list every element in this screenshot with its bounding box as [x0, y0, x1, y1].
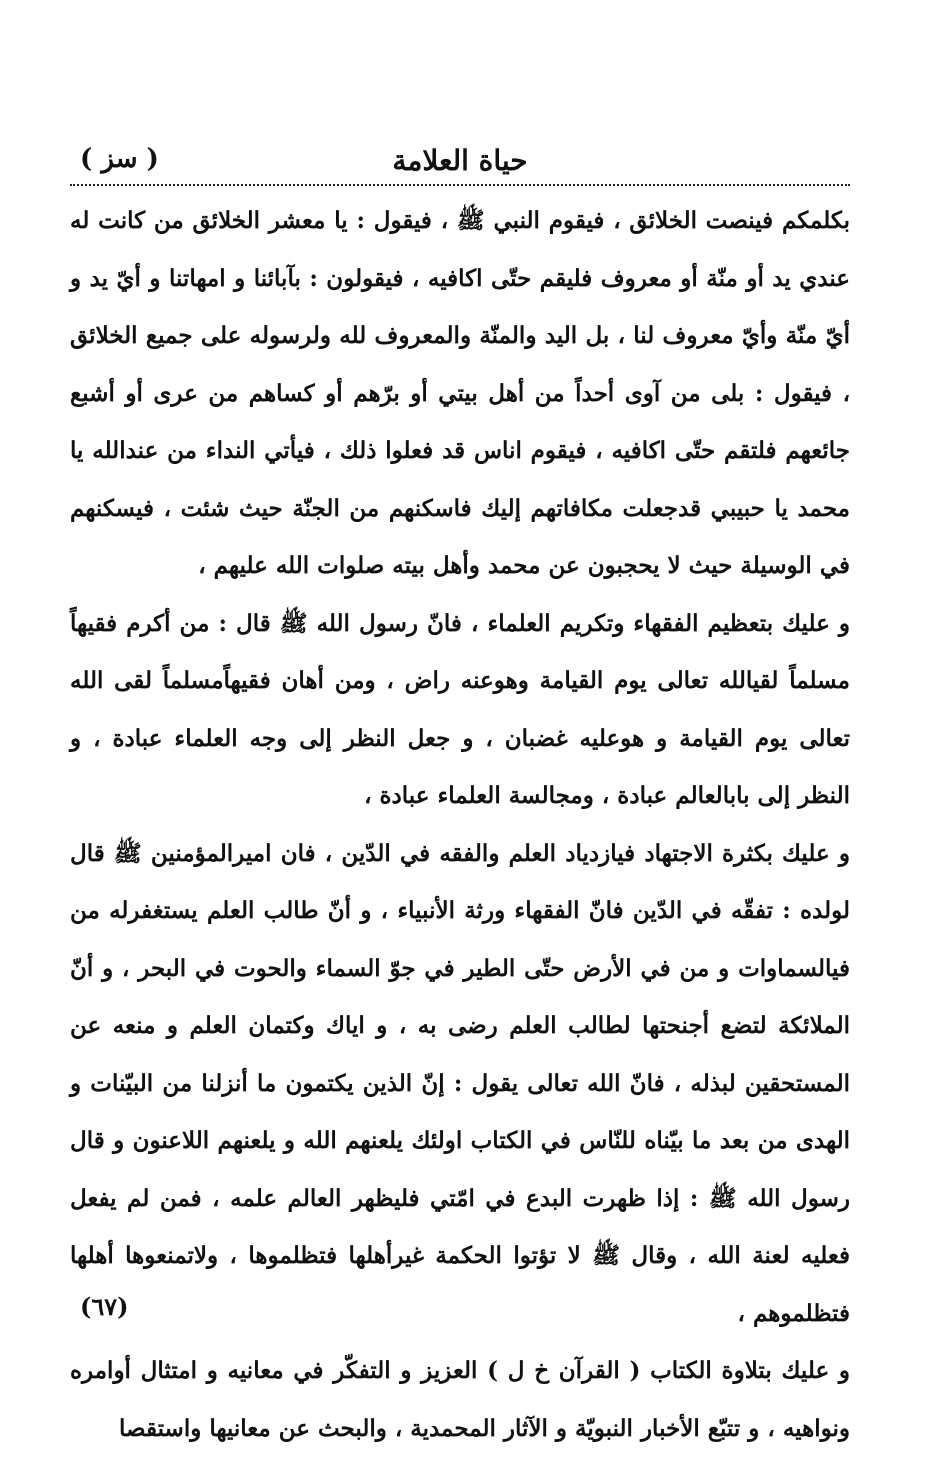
paragraph: و عليك بتعظيم الفقهاء وتكريم العلماء ، فانّ رسول الله ﷺ قال : من أكرم فقيهاً مسلماً لقيالله تعالى يوم القيامة وهوعنه راض ، ومن أهان فقيهاًمسلماً لقى الله تعالى يوم القيامة و هوعليه غضبان ، و جعل النظر إلى وجه العلماء عبادة ، و النظر إلى بابالعالم عبادة ، ومجالسة العلماء عبادة ،	[70, 609, 850, 809]
page-number: (٦٧)	[80, 1292, 129, 1321]
paragraph: و عليك بكثرة الاجتهاد فيازدياد العلم والفقه في الدّين ، فان اميرالمؤمنين ﷺ قال لولده : تفقّه في الدّين فانّ الفقهاء ورثة الأنبياء ، و أنّ طالب العلم يستغفرله من فيالسماوات و من في الأرض حتّى الطير في جوّ السماء والحوت في البحر ، و أنّ الملائكة لتضع أجنحتها لطالب العلم رضى به ، و اياك وكتمان العلم و منعه عن المستحقين لبذله ، فانّ الله تعالى يقول : إنّ الذين يكتمون ما أنزلنا من البيّنات و الهدى من بعد ما بيّناه للنّاس في الكتاب اولئك يلعنهم الله و يلعنهم اللاعنون و قال رسول الله ﷺ : إذا ظهرت البدع في امّتي فليظهر العالم علمه ، فمن لم يفعل فعليه لعنة الله ، وقال ﷺ لا تؤتوا الحكمة غيرأهلها فتظلموها ، ولاتمنعوها أهلها فتظلموهم ،	[70, 839, 850, 1327]
paragraph: بكلمكم فينصت الخلائق ، فيقوم النبي ﷺ ، فيقول : يا معشر الخلائق من كانت له عندي يد أو منّة أو معروف فليقم حتّى اكافيه ، فيقولون : بآبائنا و امهاتنا و أيّ يد و أيّ منّة وأيّ معروف لنا ، بل اليد والمنّة والمعروف لله ولرسوله على جميع الخلائق ، فيقول : بلى من آوى أحداً من أهل بيتي أو برّهم أو كساهم من عرى أو أشبع جائعهم فلتقم حتّى اكافيه ، فيقوم اناس قد فعلوا ذلك ، فيأتي النداء من عندالله يا محمد يا حبيبي قدجعلت مكافاتهم إليك فاسكنهم من الجنّة حيث شئت ، فيسكنهم في الوسيلة حيث لا يحجبون عن محمد وأهل بيته صلوات الله عليهم ،	[70, 207, 850, 579]
paragraph: و عليك بتلاوة الكتاب ( القرآن خ ل ) العزيز و التفكّر في معانيه و امتثال أوامره ونواهيه ، و تتبّع الأخبار النبويّة و الآثار المحمدية ، والبحث عن معانيها واستقصا	[70, 1357, 850, 1442]
book-page	[70, 140, 850, 1457]
header-page-code: ( سز )	[80, 144, 159, 174]
running-header	[70, 140, 850, 186]
page-body	[70, 192, 850, 1457]
page-title: حياة العلامة	[392, 144, 528, 177]
